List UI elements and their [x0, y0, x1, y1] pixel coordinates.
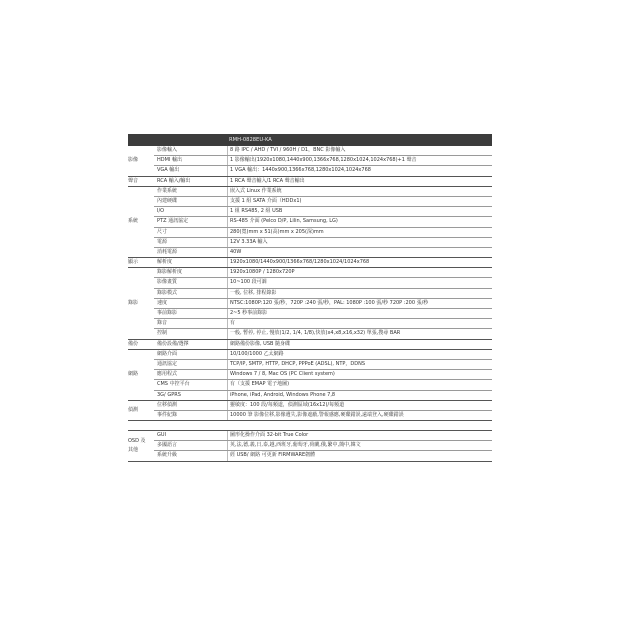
spec-value: NTSC:1080P:120 張/秒，720P :240 張/秒，PAL: 1080P :100 張/秒 720P :200 張/秒: [227, 299, 492, 308]
section-rows: [154, 431, 492, 461]
spec-label: RCA 輸入/輸出: [157, 177, 191, 184]
spec-row: [154, 340, 492, 349]
spec-row: [154, 390, 492, 400]
section-rows: [154, 350, 492, 400]
spec-value: 1 組 RS485, 2 組 USB: [227, 207, 492, 216]
spec-header: [128, 134, 492, 146]
section-category: 影像: [128, 157, 139, 164]
section-category: 顯示: [128, 259, 139, 266]
spec-value: 40W: [227, 248, 492, 257]
spec-value: 1 RCA 聲音輸入/1 RCA 聲音輸出: [227, 177, 492, 186]
spec-row: [154, 318, 492, 328]
spec-row: [154, 268, 492, 277]
spec-label: GUI: [157, 432, 167, 439]
spec-value: 經 USB/ 網路 可更新 FIRMWARE韌體: [227, 451, 492, 460]
spec-value: 1920x1080P / 1280x720P: [227, 268, 492, 277]
spec-value: 有: [227, 319, 492, 328]
spec-row: [154, 440, 492, 450]
spec-row: [154, 206, 492, 216]
spec-row: [154, 298, 492, 308]
spec-row: [154, 308, 492, 318]
spec-label: 事件紀錄: [157, 411, 178, 418]
section-category: OSD 及 其他: [128, 437, 146, 453]
spec-label: 控制: [157, 330, 168, 337]
spec-section: [128, 401, 492, 421]
spec-label: PTZ 通訊協定: [157, 218, 189, 225]
spec-value: 2~5 秒事前錄影: [227, 309, 492, 318]
spec-value: 一般, 位移, 排程錄影: [227, 289, 492, 298]
section-rows: [154, 187, 492, 257]
spec-section: [128, 340, 492, 350]
spec-row: [154, 431, 492, 440]
spec-label: 影像畫質: [157, 279, 178, 286]
header-blank: [128, 134, 226, 146]
spec-label: 錄影模式: [157, 289, 178, 296]
model-name: RMH-0828EU-KA: [229, 137, 272, 143]
spec-label: 多國語言: [157, 442, 178, 449]
spec-row: [154, 401, 492, 410]
spec-label: 錄音: [157, 320, 168, 327]
spec-label: 事前錄影: [157, 310, 178, 316]
spec-label: 通訊協定: [157, 360, 178, 367]
section-category: 備份: [128, 340, 139, 347]
spec-value: 圖形化操作介面 32-bit True Color: [227, 431, 492, 440]
spec-row: [154, 350, 492, 359]
section-rows: [154, 268, 492, 338]
spec-value: 10~100 段可調: [227, 278, 492, 287]
section-rows: [154, 258, 492, 267]
section-rows: [154, 146, 492, 176]
spec-section: [128, 350, 492, 401]
spec-label: 系統升級: [157, 452, 178, 459]
section-rows: [154, 177, 492, 186]
spec-sheet: [128, 134, 492, 462]
spec-row: [154, 277, 492, 287]
spec-row: [154, 450, 492, 460]
section-rows: [154, 340, 492, 349]
spec-label: 消耗電源: [157, 248, 178, 255]
spec-label: HDMI 輸出: [157, 157, 182, 164]
spec-value: 有（支援 EMAP 電子地圖): [227, 380, 492, 389]
section-category: 偵測: [128, 406, 139, 413]
spec-row: [154, 165, 492, 175]
section-category: 網路: [128, 371, 139, 378]
spec-section: [128, 146, 492, 177]
spec-label: 位移偵測: [157, 401, 178, 408]
spec-row: [154, 410, 492, 420]
spec-value: 靈敏度：100 段/每頻道，偵測區域(16x12)/每頻道: [227, 401, 492, 410]
spec-value: TCP/IP, SMTP, HTTP, DHCP, PPPoE (ADSL), NTP，DDNS: [227, 360, 492, 369]
spec-row: [154, 177, 492, 186]
spec-value: 英,法,德,義,日,泰,越,西班牙,葡萄牙,荷蘭,俄,繁中,簡中,韓文: [227, 441, 492, 450]
spec-value: Windows 7 / 8, Mac OS (PC Client system): [227, 370, 492, 379]
spec-label: VGA 輸出: [157, 167, 180, 174]
spec-value: 1920x1080/1440x900/1366x768/1280x1024/1024x768: [227, 258, 492, 267]
spec-label: CMS 中控平台: [157, 381, 190, 388]
spec-value: 支援 1 組 SATA 介面（HDDx1): [227, 197, 492, 206]
spec-row: [154, 369, 492, 379]
spec-section: [128, 258, 492, 268]
spec-label: 作業系統: [157, 187, 178, 194]
spec-value: iPhone, iPad, Android, Windows Phone 7,8: [227, 391, 492, 400]
spec-row: [154, 247, 492, 257]
spec-label: I/O: [157, 208, 165, 215]
spec-section: [128, 430, 492, 462]
spec-value: 10000 筆 影像位移,影像遺失,影像遮蔽,警報感應,硬碟錯誤,遠端登入,硬碟錯誤: [227, 411, 492, 420]
spec-row: [154, 288, 492, 298]
section-gap: [128, 421, 492, 430]
spec-row: [154, 216, 492, 226]
spec-label: 解析度: [157, 259, 173, 266]
spec-label: 影像輸入: [157, 147, 178, 153]
spec-value: 8 路 IPC / AHD / TVI / 960H / D1，BNC 影像輸入: [227, 146, 492, 155]
spec-value: RS-485 介面 (Pelco D/P, Lilin, Samsung, LG): [227, 217, 492, 226]
spec-row: [154, 155, 492, 165]
spec-value: 嵌入式 Linux 作業系統: [227, 187, 492, 196]
section-rows: [154, 401, 492, 420]
spec-section: [128, 187, 492, 258]
spec-value: 網路備份影像, USB 隨身碟: [227, 340, 492, 349]
spec-row: [154, 146, 492, 155]
spec-label: 應用程式: [157, 371, 178, 378]
spec-row: [154, 359, 492, 369]
spec-value: 1 VGA 輸出：1440x900,1366x768,1280x1024,1024x768: [227, 166, 492, 175]
spec-value: 10/100/1000 乙太網路: [227, 350, 492, 359]
spec-row: [154, 227, 492, 237]
spec-value: 280(寬)mm x 51(高)mm x 205(深)mm: [227, 228, 492, 237]
spec-value: 一般, 暫停, 停止, 慢放(1/2, 1/4, 1/8),快放(x4,x8,x16,x32) 單張,搜尋 BAR: [227, 329, 492, 338]
spec-label: 速度: [157, 299, 168, 306]
section-category: 錄影: [128, 299, 139, 306]
section-category: 聲音: [128, 177, 139, 184]
spec-label: 電源: [157, 238, 168, 245]
spec-section: [128, 177, 492, 187]
spec-row: [154, 258, 492, 267]
spec-value: 1 影像輸出(1920x1080,1440x900,1366x768,1280x1024,1024x768)+1 聲音: [227, 156, 492, 165]
spec-label: 內建硬碟: [157, 197, 178, 204]
spec-row: [154, 196, 492, 206]
section-category: 系統: [128, 218, 139, 225]
spec-value: 12V 3.33A 輸入: [227, 238, 492, 247]
spec-row: [154, 328, 492, 338]
spec-section: [128, 268, 492, 339]
spec-row: [154, 187, 492, 196]
spec-table: [128, 146, 492, 462]
spec-label: 3G/ GPRS: [157, 391, 181, 398]
spec-label: 尺寸: [157, 228, 168, 235]
spec-row: [154, 237, 492, 247]
spec-label: 網路介面: [157, 350, 178, 357]
spec-label: 備份設備/選擇: [157, 340, 189, 347]
spec-label: 錄影解析度: [157, 269, 183, 276]
spec-row: [154, 379, 492, 389]
